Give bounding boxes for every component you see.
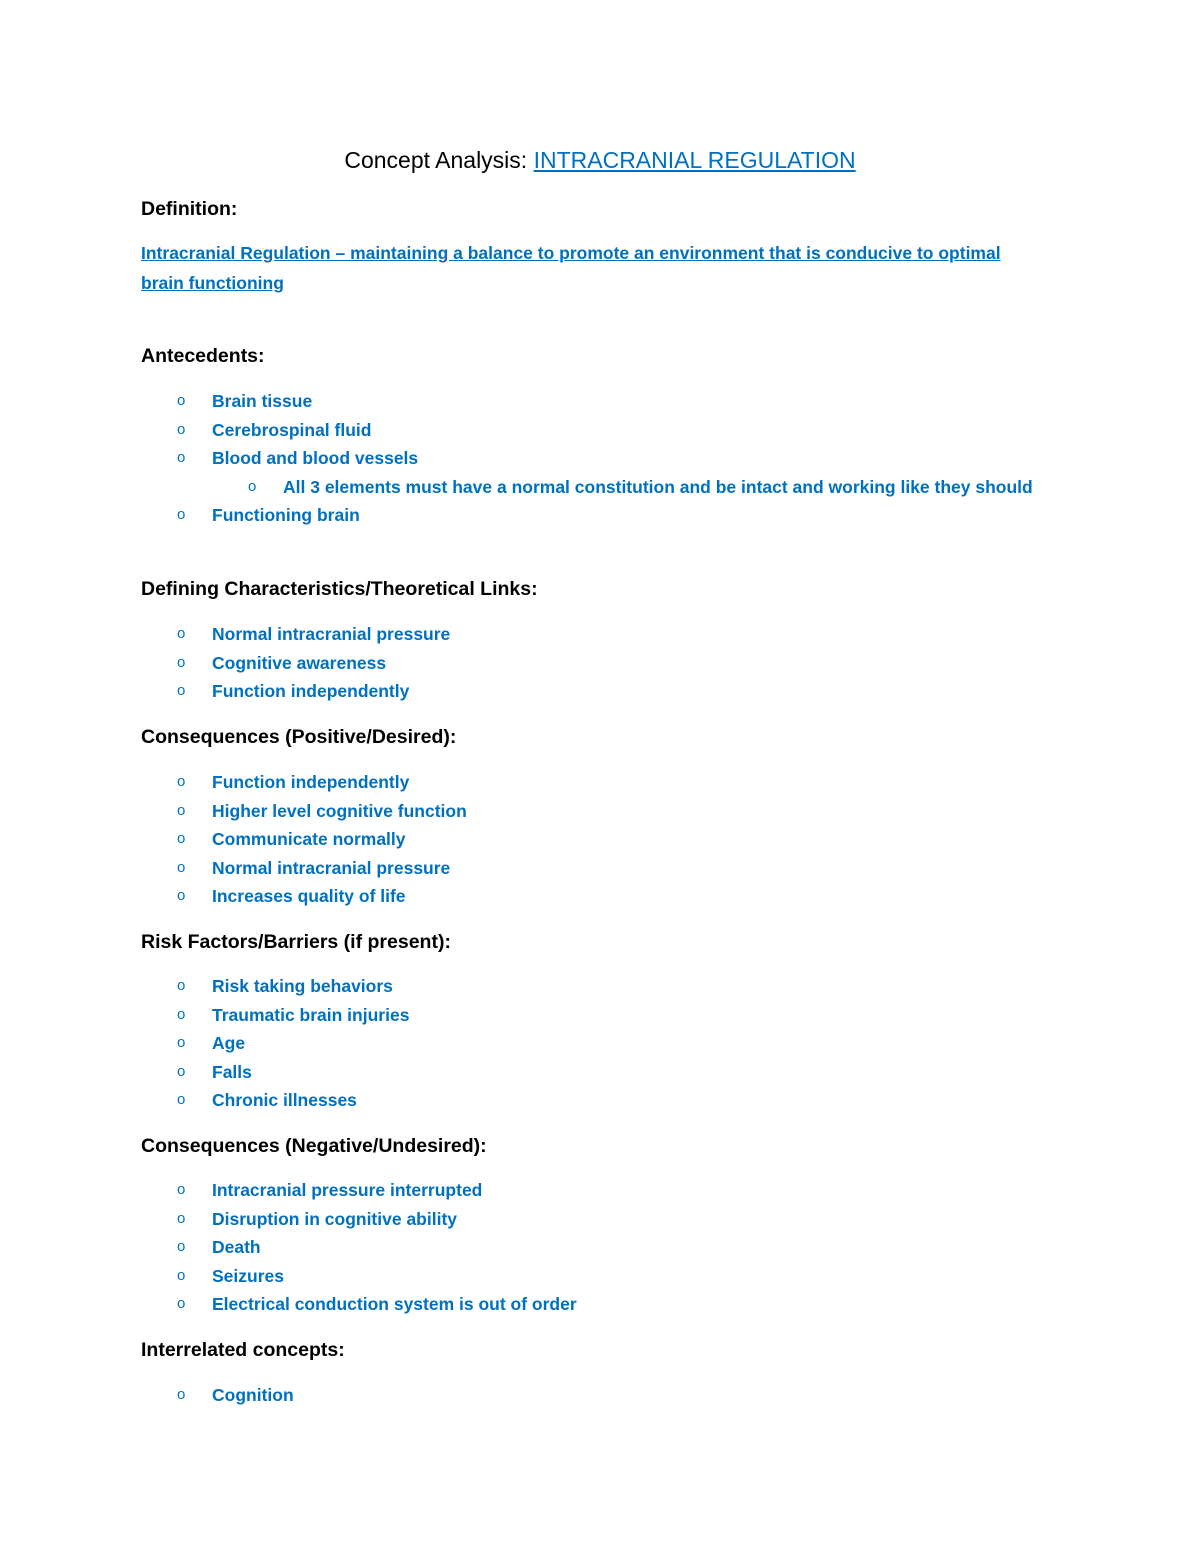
definition-heading: Definition: [141, 198, 238, 220]
bullet-icon: o [177, 801, 186, 819]
antecedents-list [0, 387, 1043, 530]
list-item: o Electrical conduction system is out of order [0, 1290, 1042, 1319]
bullet-icon: o [248, 477, 257, 495]
antecedents-heading: Antecedents: [141, 345, 265, 367]
bullet-icon: o [177, 1386, 186, 1403]
list-item: o Increases quality of life [0, 882, 1042, 911]
list-item: o Normal intracranial pressure [0, 620, 1042, 649]
list-item: o Traumatic brain injuries [0, 1001, 1042, 1030]
consequences-negative-list [0, 1176, 1042, 1319]
bullet-icon: o [177, 1181, 186, 1198]
sub-list-item: o All 3 elements must have a normal constitution and be intact and working like they should [0, 473, 1043, 502]
list-item: o Age [0, 1029, 1042, 1058]
bullet-icon: o [177, 830, 186, 847]
list-item: o Intracranial pressure interrupted [0, 1176, 1042, 1205]
bullet-icon: o [177, 1209, 186, 1227]
list-item: o Normal intracranial pressure [0, 854, 1042, 883]
bullet-icon: o [177, 773, 186, 790]
bullet-icon: o [177, 1062, 186, 1080]
definition-text-link[interactable]: Intracranial Regulation – maintaining a balance to promote an environment that is conducive to optimal brain functioning [141, 243, 1001, 293]
consequences-positive-heading: Consequences (Positive/Desired): [141, 726, 457, 748]
interrelated-concepts-heading: Interrelated concepts: [141, 1339, 345, 1361]
list-item: o Brain tissue [0, 387, 1042, 416]
risk-factors-heading: Risk Factors/Barriers (if present): [141, 931, 451, 953]
list-item: o Risk taking behaviors [0, 972, 1042, 1001]
bullet-icon: o [177, 653, 186, 671]
bullet-icon: o [177, 1295, 186, 1312]
consequences-negative-heading: Consequences (Negative/Undesired): [141, 1135, 487, 1157]
bullet-icon: o [177, 420, 186, 438]
defining-characteristics-list [0, 620, 1042, 706]
defining-characteristics-heading: Defining Characteristics/Theoretical Links: [141, 578, 538, 600]
list-item: o Communicate normally [0, 825, 1042, 854]
list-item: o Falls [0, 1058, 1042, 1087]
list-item: o Function independently [0, 768, 1042, 797]
bullet-icon: o [177, 682, 186, 699]
bullet-icon: o [177, 858, 186, 876]
list-item: o Disruption in cognitive ability [0, 1205, 1042, 1234]
bullet-icon: o [177, 1238, 186, 1255]
list-item: o Seizures [0, 1262, 1042, 1291]
bullet-icon: o [177, 1005, 186, 1023]
title-concept-link[interactable]: INTRACRANIAL REGULATION [533, 147, 856, 173]
list-item: o Blood and blood vessels [0, 444, 1042, 473]
bullet-icon: o [177, 887, 186, 904]
list-item: o Functioning brain [0, 501, 1042, 530]
list-item: o Chronic illnesses [0, 1086, 1042, 1115]
title-prefix: Concept Analysis: [344, 147, 534, 173]
list-item: o Function independently [0, 677, 1042, 706]
interrelated-concepts-list [0, 1381, 1042, 1410]
bullet-icon: o [177, 1266, 186, 1284]
bullet-icon: o [177, 1034, 186, 1051]
risk-factors-list [0, 972, 1042, 1115]
list-item: o Higher level cognitive function [0, 797, 1042, 826]
page-title [0, 144, 1200, 176]
bullet-icon: o [177, 449, 186, 466]
consequences-positive-list [0, 768, 1042, 911]
list-item: o Cerebrospinal fluid [0, 416, 1042, 445]
list-item: o Death [0, 1233, 1042, 1262]
list-item: o Cognitive awareness [0, 649, 1042, 678]
bullet-icon: o [177, 392, 186, 409]
list-item: o Cognition [0, 1381, 1042, 1410]
bullet-icon: o [177, 977, 186, 994]
bullet-icon: o [177, 506, 186, 523]
bullet-icon: o [177, 625, 186, 642]
bullet-icon: o [177, 1091, 186, 1108]
